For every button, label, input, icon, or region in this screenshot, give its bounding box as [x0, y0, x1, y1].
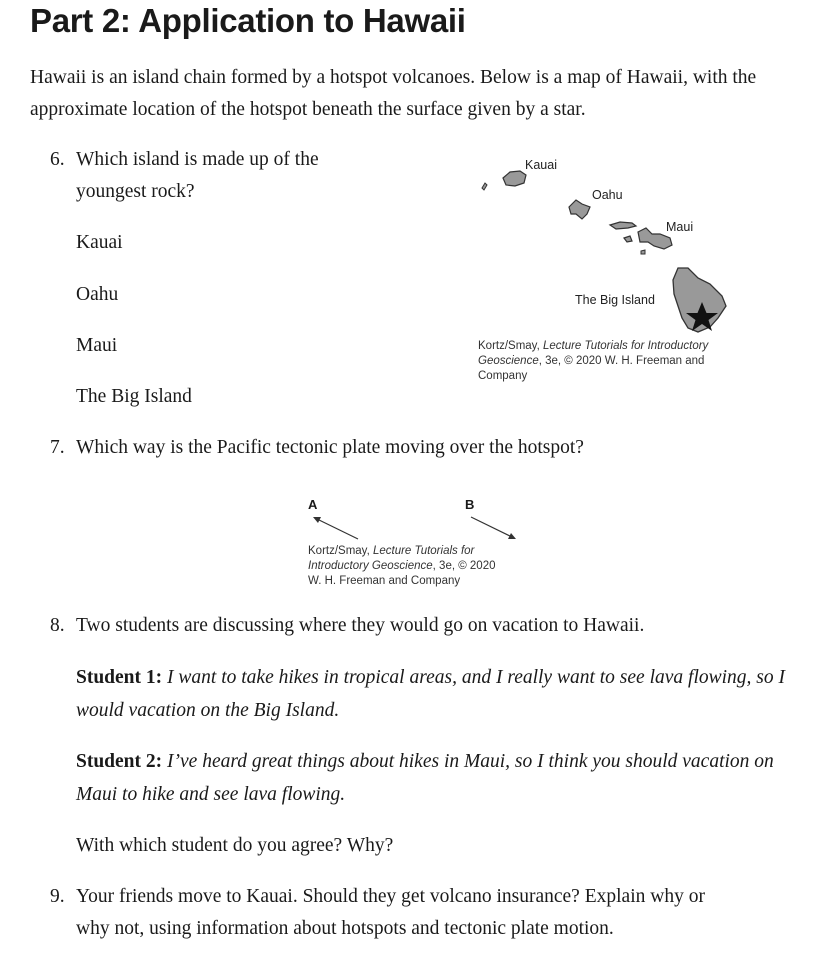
map-label-oahu: Oahu — [592, 188, 623, 202]
molokai-island — [610, 222, 636, 229]
student-1-text: I want to take hikes in tropical areas, and I really want to see lava flowing, so I would vacation on the Big Island. — [76, 667, 785, 721]
student-2-statement — [76, 745, 806, 811]
question-text-line1: Your friends move to Kauai. Should they get volcano insurance? Explain why or — [76, 886, 705, 907]
question-text: Two students are discussing where they would go on vacation to Hawaii. — [76, 615, 645, 636]
arrow-a-label: A — [308, 497, 318, 512]
question-number: 7. — [50, 437, 65, 458]
student-2-label: Student 2: — [76, 751, 163, 772]
hawaii-map-graphic — [470, 150, 740, 340]
question-text-line2: why not, using information about hotspots and tectonic plate motion. — [76, 918, 614, 939]
map-label-big-island: The Big Island — [575, 293, 655, 307]
option-maui[interactable]: Maui — [76, 335, 118, 356]
question-number: 8. — [50, 615, 65, 636]
direction-arrows — [300, 495, 530, 545]
kahoolawe-island — [641, 250, 645, 254]
option-big-island[interactable]: The Big Island — [76, 386, 192, 407]
niihau-island — [482, 183, 487, 190]
page-title: Part 2: Application to Hawaii — [30, 2, 466, 39]
followup-question: With which student do you agree? Why? — [76, 835, 394, 856]
student-2-text: I’ve heard great things about hikes in Maui, so I think you should vacation on Maui to hike and see lava flowing. — [76, 751, 774, 805]
map-credit: Kortz/Smay, Lecture Tutorials for Introductory Geoscience, 3e, © 2020 W. H. Freeman and Company — [478, 340, 709, 382]
oahu-island — [569, 200, 590, 219]
arrow-b[interactable] — [471, 517, 516, 539]
student-1-statement — [76, 661, 806, 727]
student-1-label: Student 1: — [76, 667, 163, 688]
option-oahu[interactable]: Oahu — [76, 284, 119, 305]
question-text-line2: youngest rock? — [76, 181, 195, 202]
arrow-a[interactable] — [313, 517, 358, 539]
question-number: 9. — [50, 886, 65, 907]
arrows-credit: Kortz/Smay, Lecture Tutorials for Introductory Geoscience, 3e, © 2020 W. H. Freeman and Company — [308, 545, 496, 587]
intro-paragraph: Hawaii is an island chain formed by a hotspot volcanoes. Below is a map of Hawaii, with the approximate location of the hotspot beneath the surface given by a star. — [30, 67, 757, 120]
question-number: 6. — [50, 149, 65, 170]
option-kauai[interactable]: Kauai — [76, 232, 123, 253]
kauai-island — [503, 171, 526, 186]
lanai-island — [624, 236, 632, 242]
map-label-maui: Maui — [666, 220, 694, 234]
arrow-b-label: B — [465, 497, 475, 512]
map-label-kauai: Kauai — [525, 158, 557, 172]
question-text-line1: Which island is made up of the — [76, 149, 319, 170]
question-text: Which way is the Pacific tectonic plate moving over the hotspot? — [76, 437, 584, 458]
hawaii-map — [470, 150, 740, 340]
